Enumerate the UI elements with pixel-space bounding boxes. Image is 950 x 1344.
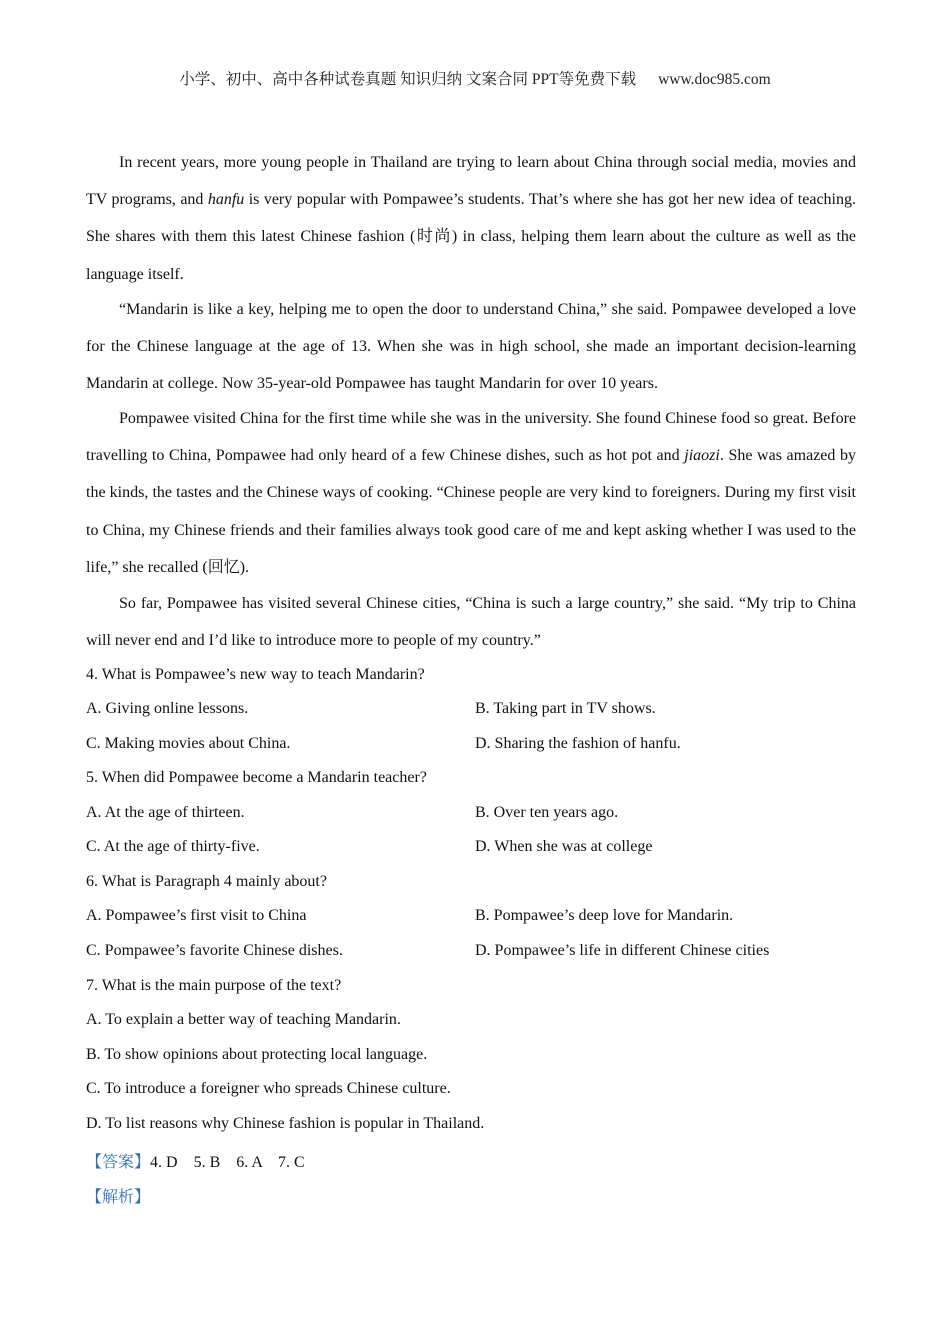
question-5: 5. When did Pompawee become a Mandarin teacher? — [86, 769, 427, 786]
question-6-option-c: C. Pompawee’s favorite Chinese dishes. — [86, 942, 343, 959]
passage-paragraph-3 — [86, 400, 856, 586]
analysis-label: 【解析】 — [86, 1189, 151, 1206]
paragraph-3-italic-jiaozi: jiaozi — [684, 447, 720, 465]
passage-paragraph-4: So far, Pompawee has visited several Chinese cities, “China is such a large country,” she said. “My trip to China will never end and I’d like to introduce more to people of my country.” — [86, 595, 856, 650]
question-6-option-a: A. Pompawee’s first visit to China — [86, 907, 307, 924]
page-header — [0, 67, 950, 89]
paragraph-1-text-a: In recent years, more young people in Thailand are trying to learn about China through social media, movies and TV programs, and — [86, 154, 856, 209]
answer-line — [86, 1149, 305, 1172]
answer-text: 4. D 5. B 6. A 7. C — [150, 1154, 305, 1171]
question-5-option-d: D. When she was at college — [475, 838, 653, 855]
question-5-option-c: C. At the age of thirty-five. — [86, 838, 260, 855]
paragraph-3-text-a: Pompawee visited China for the first time while she was in the university. She found Chinese food so great. Before travelling to China, Pompawee had only heard of a few Chinese dishes, such as hot pot and — [86, 410, 856, 465]
question-4-option-a: A. Giving online lessons. — [86, 700, 249, 717]
question-7-option-d: D. To list reasons why Chinese fashion is popular in Thailand. — [86, 1115, 485, 1132]
question-4-option-b: B. Taking part in TV shows. — [475, 700, 656, 717]
header-site-link[interactable]: www.doc985.com — [658, 71, 771, 88]
paragraph-1-text-b: is very popular with Pompawee’s students. That’s where she has got her new idea of teaching. She shares with them this latest Chinese fashion (时尚) in class, helping them learn about the culture as well as the language itself. — [86, 191, 857, 283]
question-7-option-c: C. To introduce a foreigner who spreads Chinese culture. — [86, 1080, 451, 1097]
question-5-option-b: B. Over ten years ago. — [475, 804, 619, 821]
passage-paragraph-1 — [86, 144, 856, 293]
analysis-line — [86, 1184, 150, 1207]
question-6: 6. What is Paragraph 4 mainly about? — [86, 873, 327, 890]
question-4-option-d: D. Sharing the fashion of hanfu. — [475, 735, 681, 752]
question-7-option-b: B. To show opinions about protecting local language. — [86, 1046, 428, 1063]
question-6-option-b: B. Pompawee’s deep love for Mandarin. — [475, 907, 734, 924]
question-4-option-c: C. Making movies about China. — [86, 735, 291, 752]
paragraph-3-text-b: . She was amazed by the kinds, the tastes and the Chinese ways of cooking. “Chinese people are very kind to foreigners. During my first visit to China, my Chinese friends and their families always took good care of me and kept asking whether I was used to the life,” she recalled (回忆). — [86, 447, 857, 576]
question-7-option-a: A. To explain a better way of teaching Mandarin. — [86, 1011, 401, 1028]
question-4: 4. What is Pompawee’s new way to teach Mandarin? — [86, 666, 425, 683]
question-7: 7. What is the main purpose of the text? — [86, 977, 342, 994]
passage-paragraph-2: “Mandarin is like a key, helping me to open the door to understand China,” she said. Pompawee developed a love for the Chinese language at the age of 13. When she was in high school, she made an important decision-learning Mandarin at college. Now 35-year-old Pompawee has taught Mandarin for over 10 years. — [86, 301, 856, 393]
header-title: 小学、初中、高中各种试卷真题 知识归纳 文案合同 PPT等免费下载 — [179, 71, 637, 88]
question-5-option-a: A. At the age of thirteen. — [86, 804, 245, 821]
answer-label: 【答案】 — [86, 1154, 151, 1171]
question-6-option-d: D. Pompawee’s life in different Chinese cities — [475, 942, 770, 959]
paragraph-1-italic-hanfu: hanfu — [207, 191, 245, 209]
